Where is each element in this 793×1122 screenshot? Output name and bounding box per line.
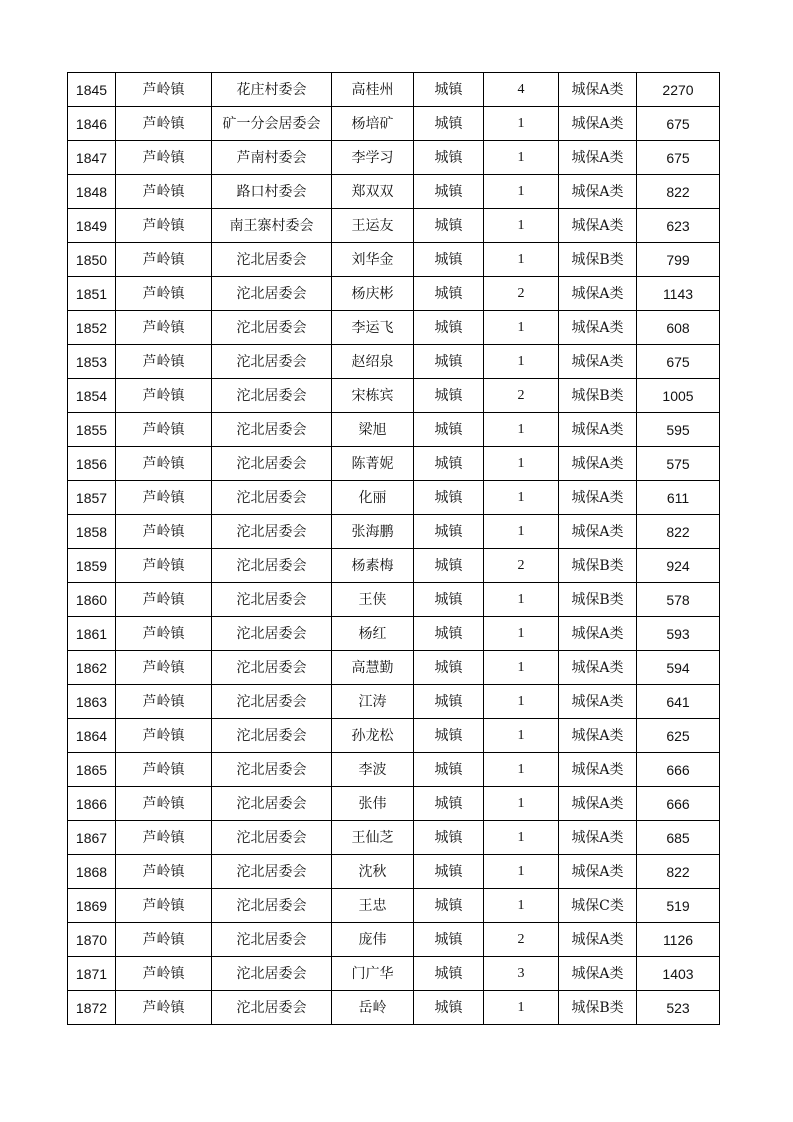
category-cell: 城保A类 bbox=[559, 277, 637, 311]
row-number-cell: 1846 bbox=[68, 107, 116, 141]
table-row bbox=[68, 379, 720, 413]
committee-cell: 沱北居委会 bbox=[212, 719, 332, 753]
table-row bbox=[68, 685, 720, 719]
household-type-cell: 城镇 bbox=[414, 991, 484, 1025]
amount-cell: 675 bbox=[637, 141, 720, 175]
town-cell: 芦岭镇 bbox=[116, 617, 212, 651]
category-cell: 城保A类 bbox=[559, 515, 637, 549]
table-row bbox=[68, 209, 720, 243]
committee-cell: 沱北居委会 bbox=[212, 583, 332, 617]
category-cell: 城保A类 bbox=[559, 651, 637, 685]
name-cell: 郑双双 bbox=[332, 175, 414, 209]
household-type-cell: 城镇 bbox=[414, 481, 484, 515]
household-type-cell: 城镇 bbox=[414, 753, 484, 787]
row-number-cell: 1861 bbox=[68, 617, 116, 651]
town-cell: 芦岭镇 bbox=[116, 141, 212, 175]
household-size-cell: 1 bbox=[484, 243, 559, 277]
town-cell: 芦岭镇 bbox=[116, 515, 212, 549]
amount-cell: 578 bbox=[637, 583, 720, 617]
table-body bbox=[68, 73, 720, 1025]
amount-cell: 666 bbox=[637, 787, 720, 821]
row-number-cell: 1851 bbox=[68, 277, 116, 311]
committee-cell: 沱北居委会 bbox=[212, 379, 332, 413]
row-number-cell: 1865 bbox=[68, 753, 116, 787]
name-cell: 赵绍泉 bbox=[332, 345, 414, 379]
table-row bbox=[68, 957, 720, 991]
name-cell: 宋栋宾 bbox=[332, 379, 414, 413]
category-cell: 城保A类 bbox=[559, 753, 637, 787]
category-cell: 城保A类 bbox=[559, 685, 637, 719]
committee-cell: 沱北居委会 bbox=[212, 685, 332, 719]
category-cell: 城保A类 bbox=[559, 209, 637, 243]
name-cell: 李波 bbox=[332, 753, 414, 787]
name-cell: 刘华金 bbox=[332, 243, 414, 277]
town-cell: 芦岭镇 bbox=[116, 889, 212, 923]
household-size-cell: 1 bbox=[484, 855, 559, 889]
name-cell: 王仙芝 bbox=[332, 821, 414, 855]
amount-cell: 675 bbox=[637, 345, 720, 379]
amount-cell: 1005 bbox=[637, 379, 720, 413]
household-size-cell: 1 bbox=[484, 651, 559, 685]
row-number-cell: 1870 bbox=[68, 923, 116, 957]
category-cell: 城保A类 bbox=[559, 719, 637, 753]
committee-cell: 沱北居委会 bbox=[212, 957, 332, 991]
town-cell: 芦岭镇 bbox=[116, 787, 212, 821]
household-type-cell: 城镇 bbox=[414, 175, 484, 209]
name-cell: 梁旭 bbox=[332, 413, 414, 447]
amount-cell: 822 bbox=[637, 175, 720, 209]
amount-cell: 611 bbox=[637, 481, 720, 515]
category-cell: 城保A类 bbox=[559, 957, 637, 991]
household-type-cell: 城镇 bbox=[414, 719, 484, 753]
household-type-cell: 城镇 bbox=[414, 311, 484, 345]
committee-cell: 沱北居委会 bbox=[212, 515, 332, 549]
table-row bbox=[68, 719, 720, 753]
household-size-cell: 1 bbox=[484, 447, 559, 481]
table-row bbox=[68, 753, 720, 787]
amount-cell: 523 bbox=[637, 991, 720, 1025]
row-number-cell: 1856 bbox=[68, 447, 116, 481]
row-number-cell: 1855 bbox=[68, 413, 116, 447]
table-row bbox=[68, 175, 720, 209]
row-number-cell: 1857 bbox=[68, 481, 116, 515]
amount-cell: 593 bbox=[637, 617, 720, 651]
row-number-cell: 1849 bbox=[68, 209, 116, 243]
category-cell: 城保A类 bbox=[559, 617, 637, 651]
table-row bbox=[68, 345, 720, 379]
household-size-cell: 1 bbox=[484, 311, 559, 345]
household-type-cell: 城镇 bbox=[414, 73, 484, 107]
household-size-cell: 4 bbox=[484, 73, 559, 107]
household-size-cell: 1 bbox=[484, 617, 559, 651]
category-cell: 城保B类 bbox=[559, 991, 637, 1025]
household-type-cell: 城镇 bbox=[414, 889, 484, 923]
committee-cell: 沱北居委会 bbox=[212, 277, 332, 311]
household-size-cell: 1 bbox=[484, 107, 559, 141]
household-type-cell: 城镇 bbox=[414, 787, 484, 821]
name-cell: 沈秋 bbox=[332, 855, 414, 889]
town-cell: 芦岭镇 bbox=[116, 719, 212, 753]
row-number-cell: 1868 bbox=[68, 855, 116, 889]
amount-cell: 1143 bbox=[637, 277, 720, 311]
amount-cell: 595 bbox=[637, 413, 720, 447]
household-type-cell: 城镇 bbox=[414, 345, 484, 379]
category-cell: 城保A类 bbox=[559, 481, 637, 515]
name-cell: 李学习 bbox=[332, 141, 414, 175]
row-number-cell: 1866 bbox=[68, 787, 116, 821]
household-size-cell: 2 bbox=[484, 923, 559, 957]
table-row bbox=[68, 277, 720, 311]
name-cell: 杨红 bbox=[332, 617, 414, 651]
category-cell: 城保C类 bbox=[559, 889, 637, 923]
amount-cell: 822 bbox=[637, 515, 720, 549]
category-cell: 城保A类 bbox=[559, 787, 637, 821]
name-cell: 张海鹏 bbox=[332, 515, 414, 549]
household-size-cell: 1 bbox=[484, 719, 559, 753]
category-cell: 城保B类 bbox=[559, 583, 637, 617]
household-type-cell: 城镇 bbox=[414, 413, 484, 447]
town-cell: 芦岭镇 bbox=[116, 345, 212, 379]
category-cell: 城保A类 bbox=[559, 855, 637, 889]
row-number-cell: 1848 bbox=[68, 175, 116, 209]
amount-cell: 2270 bbox=[637, 73, 720, 107]
category-cell: 城保B类 bbox=[559, 243, 637, 277]
row-number-cell: 1853 bbox=[68, 345, 116, 379]
household-size-cell: 1 bbox=[484, 889, 559, 923]
table-row bbox=[68, 583, 720, 617]
category-cell: 城保A类 bbox=[559, 311, 637, 345]
amount-cell: 1403 bbox=[637, 957, 720, 991]
table-row bbox=[68, 311, 720, 345]
town-cell: 芦岭镇 bbox=[116, 685, 212, 719]
amount-cell: 799 bbox=[637, 243, 720, 277]
row-number-cell: 1867 bbox=[68, 821, 116, 855]
row-number-cell: 1850 bbox=[68, 243, 116, 277]
row-number-cell: 1869 bbox=[68, 889, 116, 923]
household-type-cell: 城镇 bbox=[414, 379, 484, 413]
table-row bbox=[68, 141, 720, 175]
committee-cell: 沱北居委会 bbox=[212, 311, 332, 345]
town-cell: 芦岭镇 bbox=[116, 73, 212, 107]
household-size-cell: 2 bbox=[484, 379, 559, 413]
table-row bbox=[68, 617, 720, 651]
name-cell: 高慧勤 bbox=[332, 651, 414, 685]
household-type-cell: 城镇 bbox=[414, 277, 484, 311]
household-size-cell: 1 bbox=[484, 583, 559, 617]
household-type-cell: 城镇 bbox=[414, 617, 484, 651]
table-row bbox=[68, 991, 720, 1025]
category-cell: 城保A类 bbox=[559, 345, 637, 379]
row-number-cell: 1852 bbox=[68, 311, 116, 345]
household-size-cell: 1 bbox=[484, 821, 559, 855]
committee-cell: 沱北居委会 bbox=[212, 753, 332, 787]
amount-cell: 641 bbox=[637, 685, 720, 719]
town-cell: 芦岭镇 bbox=[116, 753, 212, 787]
town-cell: 芦岭镇 bbox=[116, 243, 212, 277]
table-row bbox=[68, 549, 720, 583]
name-cell: 化丽 bbox=[332, 481, 414, 515]
table-row bbox=[68, 107, 720, 141]
name-cell: 王运友 bbox=[332, 209, 414, 243]
amount-cell: 1126 bbox=[637, 923, 720, 957]
town-cell: 芦岭镇 bbox=[116, 481, 212, 515]
name-cell: 王侠 bbox=[332, 583, 414, 617]
beneficiary-table bbox=[67, 72, 720, 1025]
household-size-cell: 2 bbox=[484, 277, 559, 311]
household-size-cell: 2 bbox=[484, 549, 559, 583]
amount-cell: 685 bbox=[637, 821, 720, 855]
amount-cell: 608 bbox=[637, 311, 720, 345]
category-cell: 城保A类 bbox=[559, 175, 637, 209]
table-row bbox=[68, 481, 720, 515]
household-size-cell: 1 bbox=[484, 685, 559, 719]
name-cell: 杨培矿 bbox=[332, 107, 414, 141]
name-cell: 门广华 bbox=[332, 957, 414, 991]
category-cell: 城保A类 bbox=[559, 821, 637, 855]
household-size-cell: 1 bbox=[484, 515, 559, 549]
household-type-cell: 城镇 bbox=[414, 651, 484, 685]
household-type-cell: 城镇 bbox=[414, 515, 484, 549]
name-cell: 高桂州 bbox=[332, 73, 414, 107]
committee-cell: 沱北居委会 bbox=[212, 651, 332, 685]
town-cell: 芦岭镇 bbox=[116, 311, 212, 345]
row-number-cell: 1871 bbox=[68, 957, 116, 991]
town-cell: 芦岭镇 bbox=[116, 957, 212, 991]
household-type-cell: 城镇 bbox=[414, 957, 484, 991]
town-cell: 芦岭镇 bbox=[116, 209, 212, 243]
amount-cell: 594 bbox=[637, 651, 720, 685]
town-cell: 芦岭镇 bbox=[116, 175, 212, 209]
household-type-cell: 城镇 bbox=[414, 923, 484, 957]
amount-cell: 822 bbox=[637, 855, 720, 889]
town-cell: 芦岭镇 bbox=[116, 855, 212, 889]
committee-cell: 芦南村委会 bbox=[212, 141, 332, 175]
household-size-cell: 1 bbox=[484, 787, 559, 821]
row-number-cell: 1862 bbox=[68, 651, 116, 685]
committee-cell: 沱北居委会 bbox=[212, 787, 332, 821]
row-number-cell: 1859 bbox=[68, 549, 116, 583]
category-cell: 城保A类 bbox=[559, 73, 637, 107]
table-row bbox=[68, 821, 720, 855]
committee-cell: 沱北居委会 bbox=[212, 991, 332, 1025]
row-number-cell: 1860 bbox=[68, 583, 116, 617]
category-cell: 城保A类 bbox=[559, 447, 637, 481]
committee-cell: 沱北居委会 bbox=[212, 413, 332, 447]
amount-cell: 623 bbox=[637, 209, 720, 243]
committee-cell: 沱北居委会 bbox=[212, 345, 332, 379]
committee-cell: 沱北居委会 bbox=[212, 923, 332, 957]
committee-cell: 沱北居委会 bbox=[212, 481, 332, 515]
table-row bbox=[68, 855, 720, 889]
row-number-cell: 1872 bbox=[68, 991, 116, 1025]
committee-cell: 沱北居委会 bbox=[212, 617, 332, 651]
committee-cell: 沱北居委会 bbox=[212, 549, 332, 583]
name-cell: 孙龙松 bbox=[332, 719, 414, 753]
town-cell: 芦岭镇 bbox=[116, 379, 212, 413]
category-cell: 城保B类 bbox=[559, 549, 637, 583]
table-row bbox=[68, 243, 720, 277]
table-row bbox=[68, 413, 720, 447]
household-size-cell: 1 bbox=[484, 991, 559, 1025]
table-row bbox=[68, 73, 720, 107]
household-size-cell: 1 bbox=[484, 141, 559, 175]
committee-cell: 沱北居委会 bbox=[212, 821, 332, 855]
name-cell: 张伟 bbox=[332, 787, 414, 821]
table-row bbox=[68, 787, 720, 821]
household-size-cell: 1 bbox=[484, 345, 559, 379]
committee-cell: 沱北居委会 bbox=[212, 243, 332, 277]
name-cell: 王忠 bbox=[332, 889, 414, 923]
town-cell: 芦岭镇 bbox=[116, 651, 212, 685]
committee-cell: 沱北居委会 bbox=[212, 889, 332, 923]
amount-cell: 666 bbox=[637, 753, 720, 787]
committee-cell: 南王寨村委会 bbox=[212, 209, 332, 243]
committee-cell: 花庄村委会 bbox=[212, 73, 332, 107]
household-type-cell: 城镇 bbox=[414, 141, 484, 175]
household-size-cell: 1 bbox=[484, 413, 559, 447]
amount-cell: 675 bbox=[637, 107, 720, 141]
category-cell: 城保A类 bbox=[559, 413, 637, 447]
name-cell: 杨庆彬 bbox=[332, 277, 414, 311]
town-cell: 芦岭镇 bbox=[116, 821, 212, 855]
household-size-cell: 1 bbox=[484, 175, 559, 209]
town-cell: 芦岭镇 bbox=[116, 413, 212, 447]
town-cell: 芦岭镇 bbox=[116, 447, 212, 481]
name-cell: 杨素梅 bbox=[332, 549, 414, 583]
category-cell: 城保B类 bbox=[559, 379, 637, 413]
name-cell: 岳岭 bbox=[332, 991, 414, 1025]
town-cell: 芦岭镇 bbox=[116, 107, 212, 141]
household-type-cell: 城镇 bbox=[414, 243, 484, 277]
table-row bbox=[68, 515, 720, 549]
category-cell: 城保A类 bbox=[559, 107, 637, 141]
name-cell: 李运飞 bbox=[332, 311, 414, 345]
town-cell: 芦岭镇 bbox=[116, 923, 212, 957]
committee-cell: 沱北居委会 bbox=[212, 855, 332, 889]
committee-cell: 路口村委会 bbox=[212, 175, 332, 209]
household-type-cell: 城镇 bbox=[414, 583, 484, 617]
household-type-cell: 城镇 bbox=[414, 685, 484, 719]
household-size-cell: 1 bbox=[484, 753, 559, 787]
town-cell: 芦岭镇 bbox=[116, 583, 212, 617]
name-cell: 陈菁妮 bbox=[332, 447, 414, 481]
category-cell: 城保A类 bbox=[559, 141, 637, 175]
row-number-cell: 1863 bbox=[68, 685, 116, 719]
household-size-cell: 3 bbox=[484, 957, 559, 991]
category-cell: 城保A类 bbox=[559, 923, 637, 957]
town-cell: 芦岭镇 bbox=[116, 277, 212, 311]
table-row bbox=[68, 447, 720, 481]
name-cell: 庞伟 bbox=[332, 923, 414, 957]
committee-cell: 矿一分会居委会 bbox=[212, 107, 332, 141]
row-number-cell: 1864 bbox=[68, 719, 116, 753]
town-cell: 芦岭镇 bbox=[116, 991, 212, 1025]
amount-cell: 924 bbox=[637, 549, 720, 583]
committee-cell: 沱北居委会 bbox=[212, 447, 332, 481]
household-size-cell: 1 bbox=[484, 209, 559, 243]
row-number-cell: 1854 bbox=[68, 379, 116, 413]
amount-cell: 519 bbox=[637, 889, 720, 923]
row-number-cell: 1847 bbox=[68, 141, 116, 175]
name-cell: 江涛 bbox=[332, 685, 414, 719]
table-row bbox=[68, 651, 720, 685]
household-type-cell: 城镇 bbox=[414, 549, 484, 583]
amount-cell: 575 bbox=[637, 447, 720, 481]
amount-cell: 625 bbox=[637, 719, 720, 753]
household-type-cell: 城镇 bbox=[414, 447, 484, 481]
row-number-cell: 1858 bbox=[68, 515, 116, 549]
household-type-cell: 城镇 bbox=[414, 855, 484, 889]
household-size-cell: 1 bbox=[484, 481, 559, 515]
table-row bbox=[68, 923, 720, 957]
table-row bbox=[68, 889, 720, 923]
row-number-cell: 1845 bbox=[68, 73, 116, 107]
town-cell: 芦岭镇 bbox=[116, 549, 212, 583]
household-type-cell: 城镇 bbox=[414, 107, 484, 141]
household-type-cell: 城镇 bbox=[414, 209, 484, 243]
household-type-cell: 城镇 bbox=[414, 821, 484, 855]
